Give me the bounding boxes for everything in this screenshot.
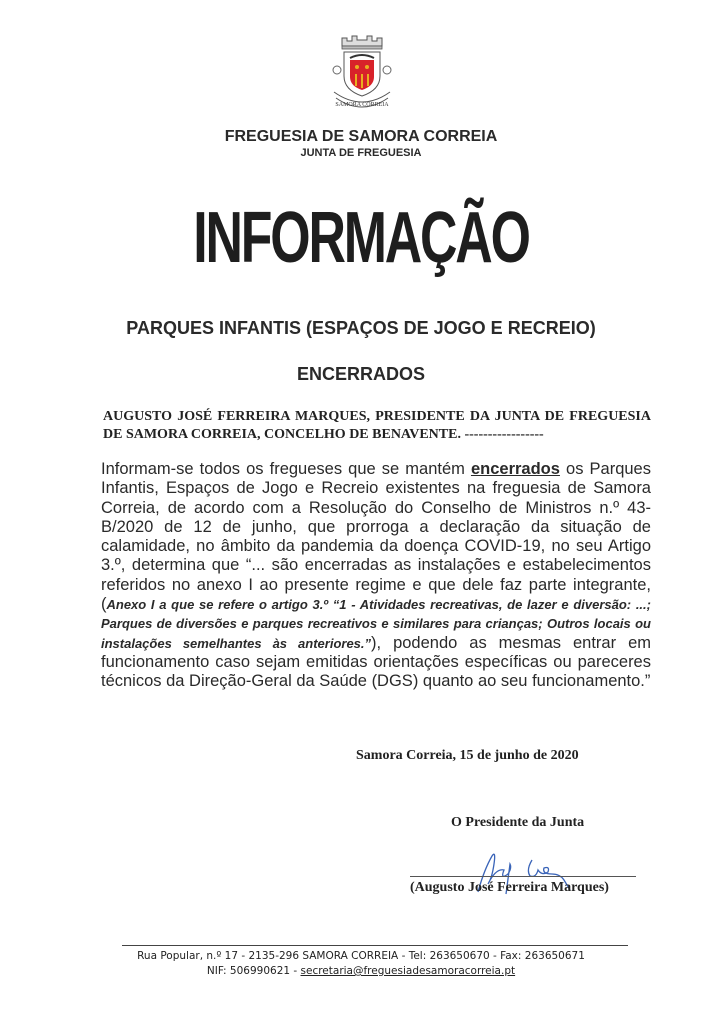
body-text (101, 460, 651, 692)
coat-of-arms-icon (328, 30, 396, 110)
footer-nif: NIF: 506990621 - (206, 965, 301, 977)
emphasis-closed: encerrados (470, 460, 560, 478)
preamble: AUGUSTO JOSÉ FERREIRA MARQUES, PRESIDENTE DA JUNTA DE FREGUESIA DE SAMORA CORREIA, CONCELHO DE BENAVENTE. ----------------- (103, 409, 651, 442)
email-link[interactable]: secretaria@freguesiadesamoracorreia.pt (300, 965, 516, 977)
notice-status: ENCERRADOS (296, 364, 425, 384)
document-title: INFORMAÇÃO (193, 198, 529, 278)
notice-subject: PARQUES INFANTIS (ESPAÇOS DE JOGO E RECREIO) (126, 318, 596, 338)
organization-subtitle: JUNTA DE FREGUESIA (300, 147, 422, 159)
footer-divider (122, 945, 628, 946)
body-part-3: ), podendo as mesmas entrar em funcionamento caso sejam emitidas orientações específicas ou pareceres técnicos da Direção-Geral da Saúde (DGS) quanto ao seu funcionamento.” (101, 633, 651, 691)
footer-contact (0, 965, 722, 977)
body-part-1: Informam-se todos os fregueses que se mantém (101, 460, 471, 478)
organization-name: FREGUESIA DE SAMORA CORREIA (224, 128, 498, 145)
document-date: Samora Correia, 15 de junho de 2020 (356, 748, 579, 763)
signature-line (410, 876, 636, 877)
svg-text:SAMORA CORREIA: SAMORA CORREIA (335, 102, 389, 108)
signatory-role: O Presidente da Junta (451, 815, 585, 830)
signatory-name: (Augusto José Ferreira Marques) (410, 880, 609, 895)
footer-address: Rua Popular, n.º 17 - 2135-296 SAMORA CORREIA - Tel: 263650670 - Fax: 263650671 (137, 950, 585, 962)
body-part-2: os Parques Infantis, Espaços de Jogo e Recreio existentes na freguesia de Samora Correia, de acordo com a Resolução do Conselho de Ministros n.º 43-B/2020 de 12 de junho, que prorroga a declaração da situação de calamidade, no âmbito da pandemia da doença COVID-19, no seu Artigo 3.º, determina que “... são encerradas as instalações e estabelecimentos referidos no anexo I ao presente regime e que dele faz parte integrante, ( (101, 460, 651, 614)
annex-quote: Anexo I a que se refere o artigo 3.º “1 - Atividades recreativas, de lazer e diversão: ...; Parques de diversões e parques recreativos e similares para crianças; Outros locais ou instalações semelhantes às anteriores.” (101, 597, 651, 651)
